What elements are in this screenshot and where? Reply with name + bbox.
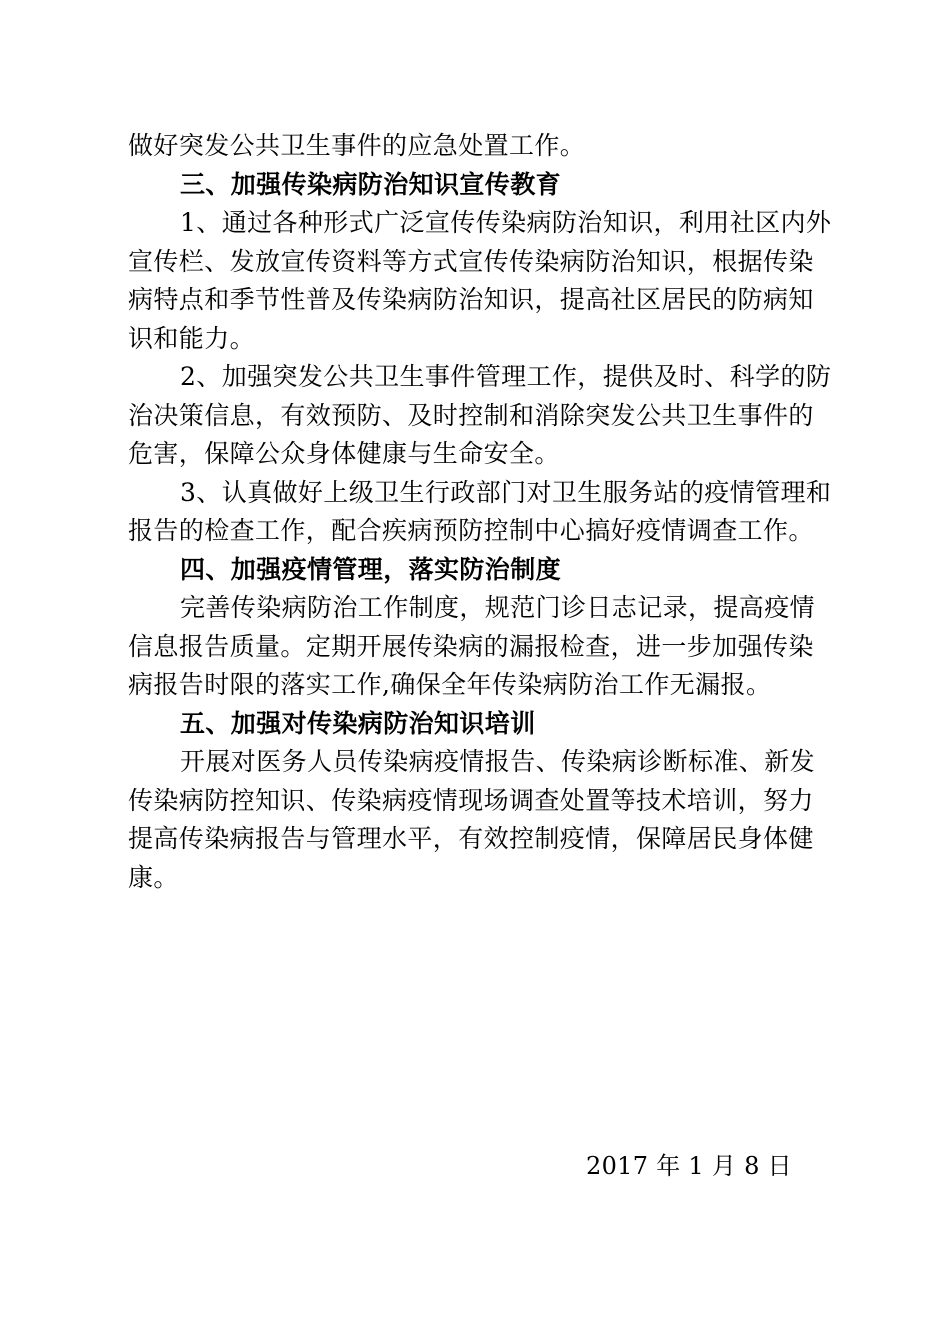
paragraph-4-line: 信息报告质量。定期开展传染病的漏报检查，进一步加强传染 [128,631,814,661]
paragraph-3-2-line: 危害，保障公众身体健康与生命安全。 [128,439,560,468]
section-heading-4: 四、加强疫情管理，落实防治制度 [180,554,562,584]
paragraph-5-line: 开展对医务人员传染病疫情报告、传染病诊断标准、新发 [180,747,816,776]
paragraph-3-1-line: 1、通过各种形式广泛宣传传染病防治知识，利用社区内外 [180,208,832,237]
paragraph-3-1-line: 宣传栏、发放宣传资料等方式宣传传染病防治知识，根据传染 [128,246,814,276]
paragraph-5-line: 提高传染病报告与管理水平，有效控制疫情，保障居民身体健 [128,824,814,853]
document-body [128,127,830,897]
section-heading-5: 五、加强对传染病防治知识培训 [180,708,536,738]
section-heading-3: 三、加强传染病防治知识宣传教育 [180,169,562,199]
document-date: 2017 年 1 月 8 日 [586,1152,792,1180]
body-line: 做好突发公共卫生事件的应急处置工作。 [128,131,586,160]
paragraph-4-line: 病报告时限的落实工作,确保全年传染病防治工作无漏报。 [128,670,772,699]
paragraph-5-line: 传染病防控知识、传染病疫情现场调查处置等技术培训，努力 [128,785,814,815]
paragraph-3-3-line: 报告的检查工作，配合疾病预防控制中心搞好疫情调查工作。 [128,516,814,545]
paragraph-3-2-line: 治决策信息，有效预防、及时控制和消除突发公共卫生事件的 [128,400,814,430]
paragraph-5-line: 康。 [128,862,179,892]
paragraph-3-1-line: 病特点和季节性普及传染病防治知识，提高社区居民的防病知 [128,285,814,314]
paragraph-3-3-line: 3、认真做好上级卫生行政部门对卫生服务站的疫情管理和 [180,477,832,507]
paragraph-3-2-line: 2、加强突发公共卫生事件管理工作，提供及时、科学的防 [180,362,832,391]
paragraph-4-line: 完善传染病防治工作制度，规范门诊日志记录，提高疫情 [180,593,816,622]
paragraph-3-1-line: 识和能力。 [128,323,256,353]
